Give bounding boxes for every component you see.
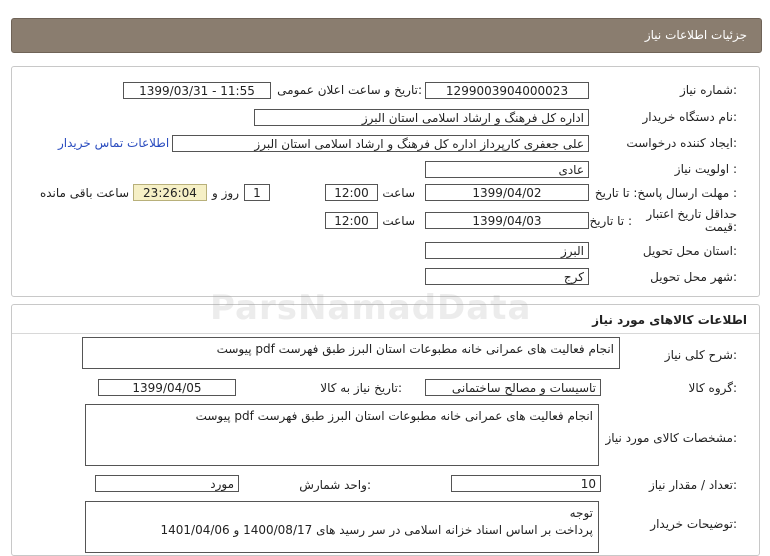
summary-field: انجام فعالیت های عمرانی خانه مطبوعات استان البرز طبق فهرست pdf پیوست <box>82 337 620 369</box>
specs-label: مشخصات کالای مورد نیاز: <box>605 431 737 445</box>
specs-field: انجام فعالیت های عمرانی خانه مطبوعات استان البرز طبق فهرست pdf پیوست <box>85 404 599 466</box>
need-date-label: تاریخ نیاز به کالا: <box>320 381 402 395</box>
remaining-label: ساعت باقی مانده <box>39 186 129 200</box>
validity-time-field: 12:00 <box>325 212 378 229</box>
buyer-notes-field <box>85 501 599 553</box>
province-label: استان محل تحویل: <box>642 244 737 258</box>
priority-label: اولویت نیاز : <box>674 162 737 176</box>
summary-label: شرح کلی نیاز: <box>664 348 737 362</box>
buyer-contact-link[interactable]: اطلاعات تماس خریدار <box>58 136 170 150</box>
goods-panel <box>11 304 760 556</box>
deadline-time-field: 12:00 <box>325 184 378 201</box>
unit-field: مورد <box>95 475 239 492</box>
validity-label: حداقل تاریخ اعتبار قیمت: <box>646 207 737 234</box>
creator-label: ایجاد کننده درخواست: <box>626 136 737 150</box>
buyer-notes-label: توضیحات خریدار: <box>650 517 737 531</box>
validity-date-field: 1399/04/03 <box>425 212 589 229</box>
need-number-label: شماره نیاز: <box>679 83 737 97</box>
validity-time-label: ساعت <box>382 214 415 228</box>
quantity-field: 10 <box>451 475 601 492</box>
announce-field: 1399/03/31 - 11:55 <box>123 82 271 99</box>
page-title: جزئیات اطلاعات نیاز <box>644 28 747 42</box>
goods-section-title: اطلاعات کالاهای مورد نیاز <box>592 313 747 327</box>
days-label: روز و <box>212 186 239 200</box>
need-details-panel <box>11 66 760 297</box>
buyer-label: نام دستگاه خریدار: <box>642 110 737 124</box>
need-number-field: 1299003904000023 <box>425 82 589 99</box>
deadline-label: مهلت ارسال پاسخ: تا تاریخ : <box>594 186 737 200</box>
need-date-field: 1399/04/05 <box>98 379 236 396</box>
remaining-time-field: 23:26:04 <box>133 184 207 201</box>
group-label: گروه کالا: <box>688 381 737 395</box>
validity-to-label: تا تاریخ : <box>589 214 632 228</box>
creator-field: علی جعفری کارپرداز اداره کل فرهنگ و ارشاد اسلامی استان البرز <box>172 135 589 152</box>
page-header <box>11 18 762 53</box>
group-field: تاسیسات و مصالح ساختمانی <box>425 379 601 396</box>
buyer-field: اداره کل فرهنگ و ارشاد اسلامی استان البرز <box>254 109 589 126</box>
notes-line-1: توجه <box>569 506 593 520</box>
section-divider <box>12 333 759 334</box>
priority-field: عادی <box>425 161 589 178</box>
announce-label: تاریخ و ساعت اعلان عمومی: <box>277 83 422 97</box>
province-field: البرز <box>425 242 589 259</box>
city-label: شهر محل تحویل: <box>650 270 737 284</box>
deadline-time-label: ساعت <box>382 186 415 200</box>
remaining-days-field: 1 <box>244 184 270 201</box>
unit-label: واحد شمارش: <box>299 478 371 492</box>
notes-line-2: پرداخت بر اساس اسناد خزانه اسلامی در سر رسید های 1400/08/17 و 1401/04/06 <box>160 523 593 537</box>
city-field: کرج <box>425 268 589 285</box>
deadline-date-field: 1399/04/02 <box>425 184 589 201</box>
quantity-label: تعداد / مقدار نیاز: <box>649 478 737 492</box>
